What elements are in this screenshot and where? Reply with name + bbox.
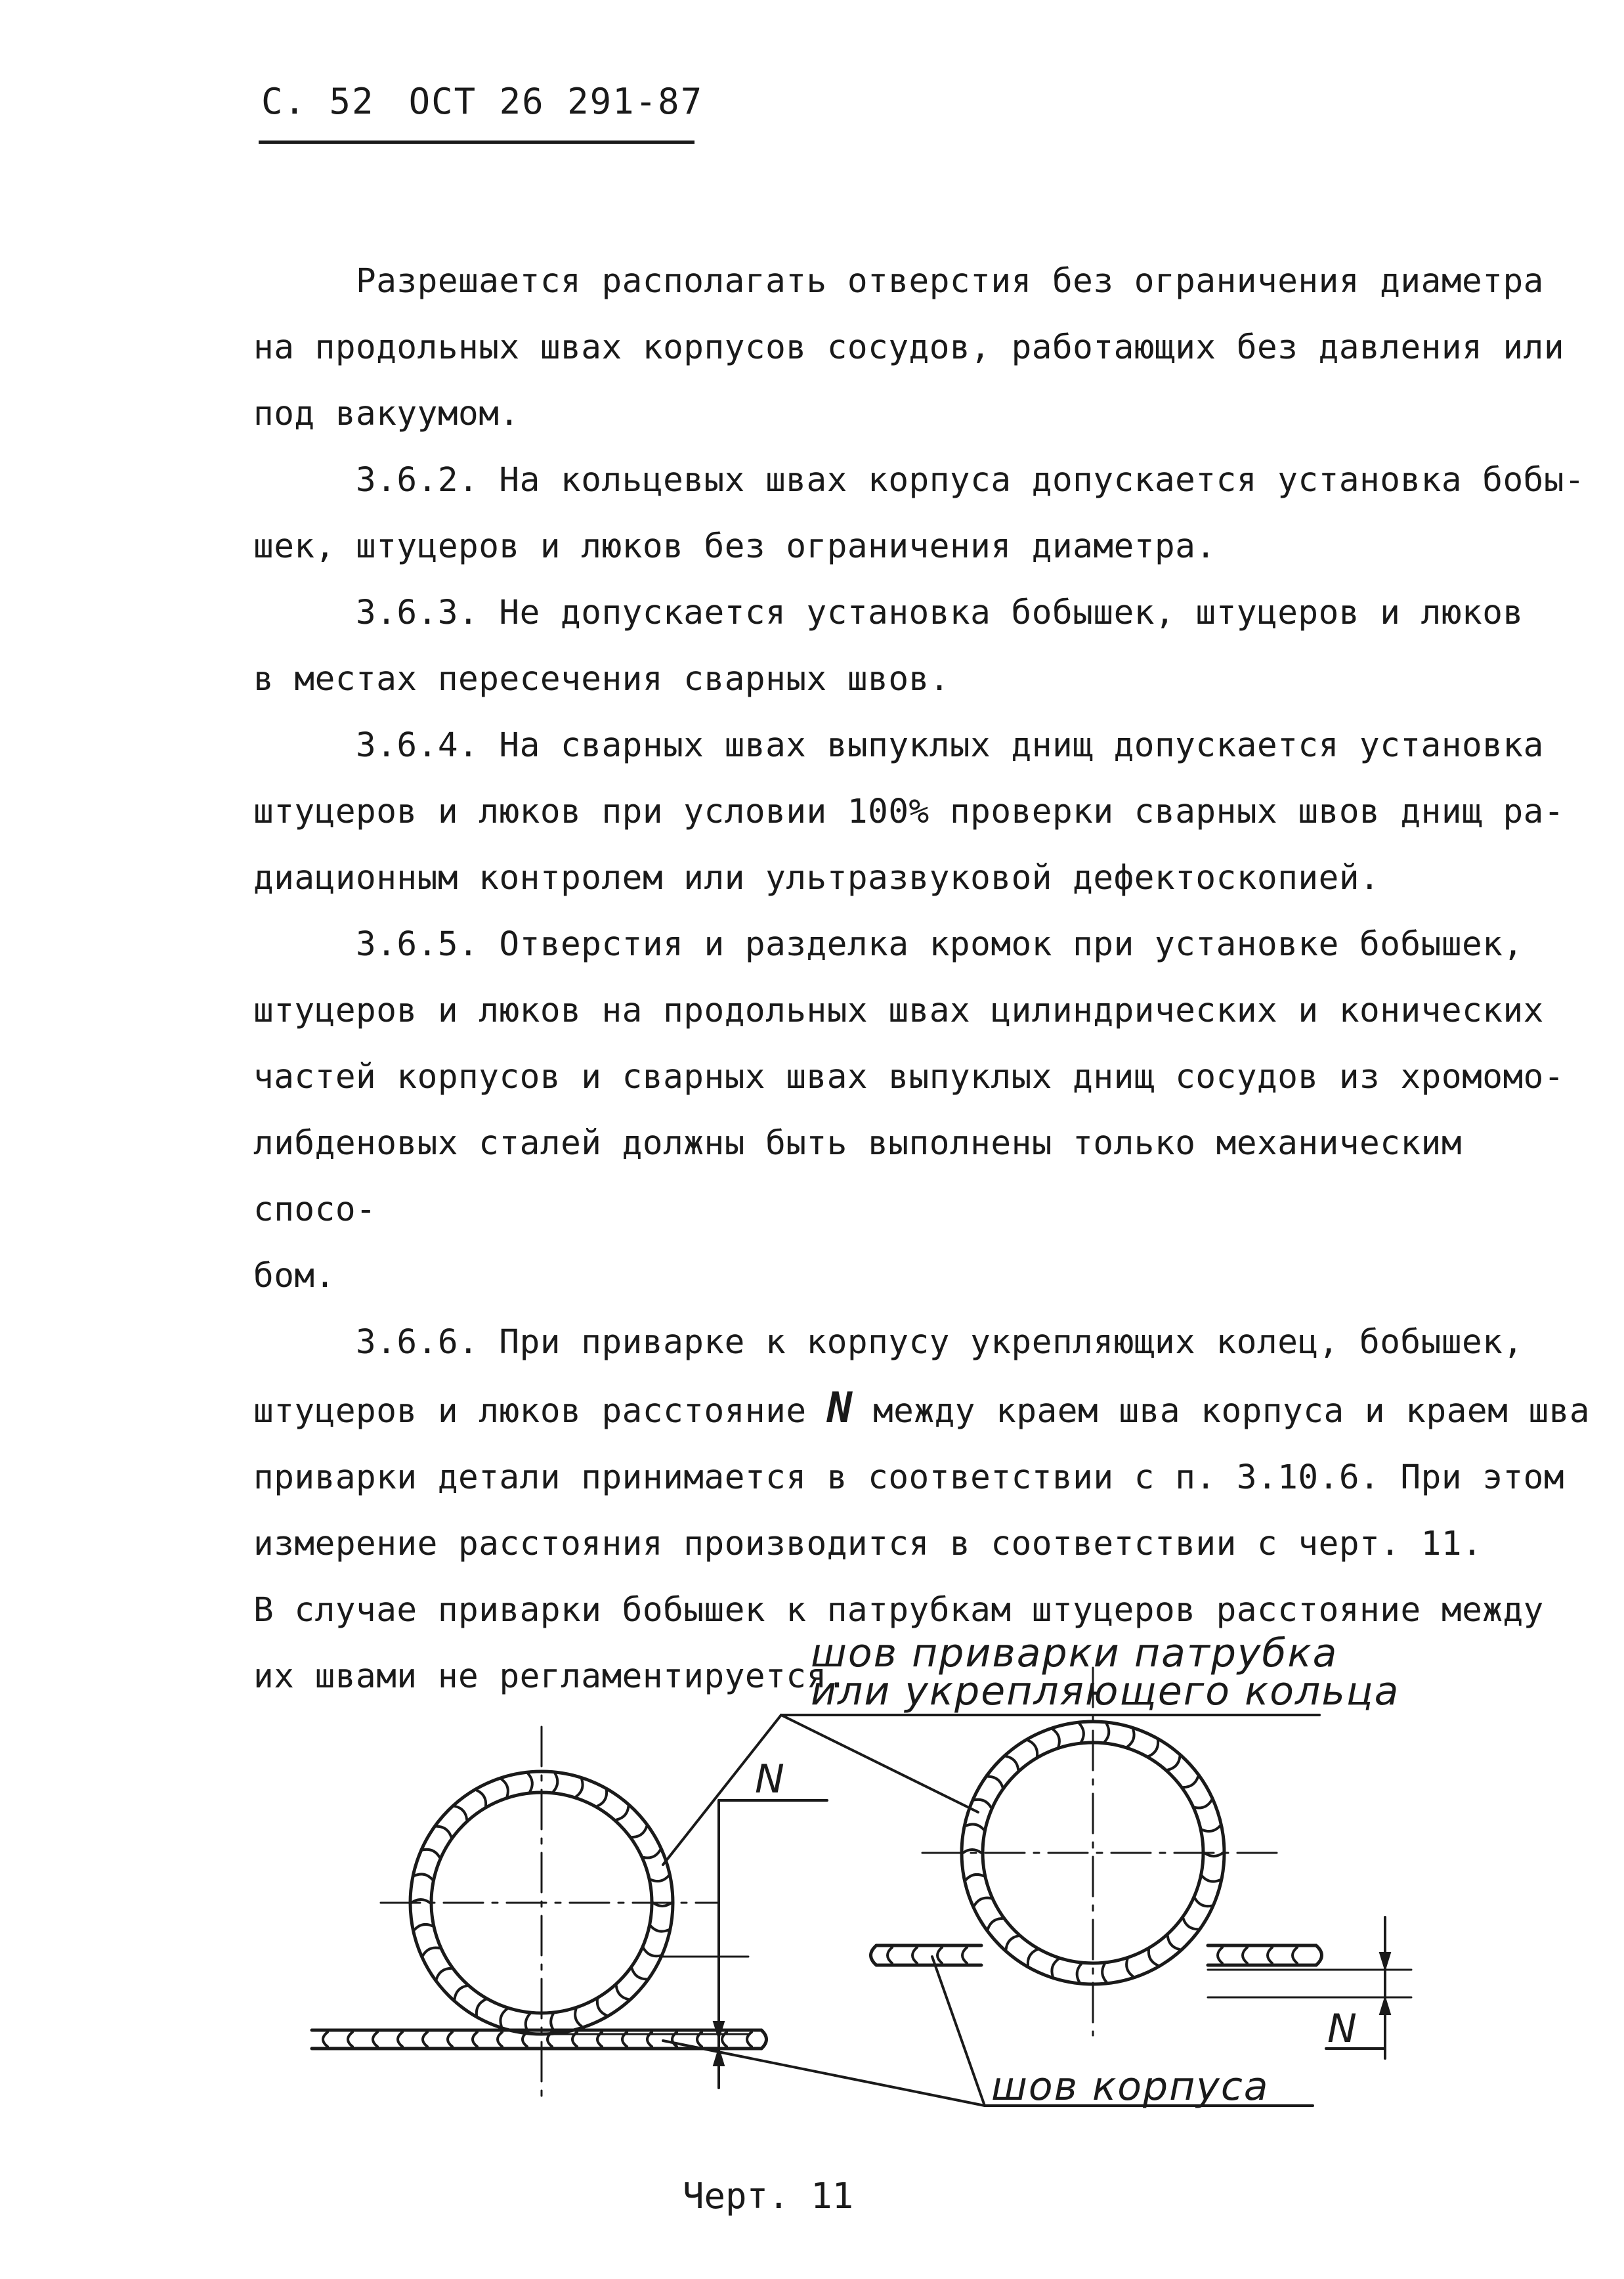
text-line: 3.6.3. Не допускается установка бобышек, штуцеров и люков xyxy=(356,594,1524,632)
text-line: 3.6.4. На сварных швах выпуклых днищ допускается установка xyxy=(356,726,1544,765)
text-line: под вакуумом. xyxy=(253,395,520,433)
page-number: С. 52 xyxy=(261,81,375,122)
text-line: 3.6.6. При приварке к корпусу укрепляющих колец, бобышек, xyxy=(356,1323,1524,1362)
text-line: бом. xyxy=(253,1257,335,1295)
paragraph-3-6-3 xyxy=(253,580,1596,712)
text-line: либденовых сталей должны быть выполнены только механическим спосо- xyxy=(253,1124,1463,1229)
text-line: Разрешается располагать отверстия без ограничения диаметра xyxy=(356,262,1544,301)
body-text xyxy=(253,248,1596,1714)
text-line: частей корпусов и сварных швах выпуклых днищ сосудов из хромомо- xyxy=(253,1058,1565,1096)
label-nozzle-weld-line2: или укрепляющего кольца xyxy=(811,1668,1400,1714)
header-underline xyxy=(259,141,694,144)
text-line: приварки детали принимается в соответствии с п. 3.10.6. При этом xyxy=(253,1458,1565,1497)
label-body-weld: шов корпуса xyxy=(991,2064,1270,2110)
label-dimension-n-right: N xyxy=(1327,2006,1358,2052)
standard-number: ОСТ 26 291-87 xyxy=(408,81,704,122)
text-line: штуцеров и люков при условии 100% проверки сварных швов днищ ра- xyxy=(253,792,1565,831)
drawing-figure xyxy=(0,1628,1624,2200)
label-dimension-n-left: N xyxy=(755,1756,786,1802)
paragraph-3-6-5 xyxy=(253,911,1596,1309)
text-line: 3.6.2. На кольцевых швах корпуса допускается установка бобы- xyxy=(356,461,1585,500)
text-line: штуцеров и люков расстояние xyxy=(253,1392,827,1431)
paragraph-3-6-2 xyxy=(253,447,1596,580)
figure-caption: Черт. 11 xyxy=(683,2175,854,2217)
text-line: шек, штуцеров и люков без ограничения диаметра. xyxy=(253,527,1216,566)
text-line: между краем шва корпуса и краем шва xyxy=(852,1392,1591,1431)
n-symbol: N xyxy=(826,1384,853,1433)
page-header xyxy=(261,81,737,122)
paragraph xyxy=(253,248,1596,447)
text-line: 3.6.5. Отверстия и разделка кромок при установке бобышек, xyxy=(356,925,1524,964)
text-line: на продольных швах корпусов сосудов, работающих без давления или xyxy=(253,328,1565,367)
text-line: В случае приварки бобышек к патрубкам штуцеров расстояние между xyxy=(253,1591,1544,1630)
text-line: их швами не регламентируется. xyxy=(253,1657,847,1696)
paragraph-3-6-4 xyxy=(253,712,1596,911)
text-line: в местах пересечения сварных швов. xyxy=(253,660,950,699)
text-line: штуцеров и люков на продольных швах цилиндрических и конических xyxy=(253,991,1544,1030)
text-line: диационным контролем или ультразвуковой дефектоскопией. xyxy=(253,859,1380,898)
text-line: измерение расстояния производится в соответствии с черт. 11. xyxy=(253,1525,1483,1563)
label-nozzle-weld-line1: шов приварки патрубка xyxy=(811,1630,1338,1676)
